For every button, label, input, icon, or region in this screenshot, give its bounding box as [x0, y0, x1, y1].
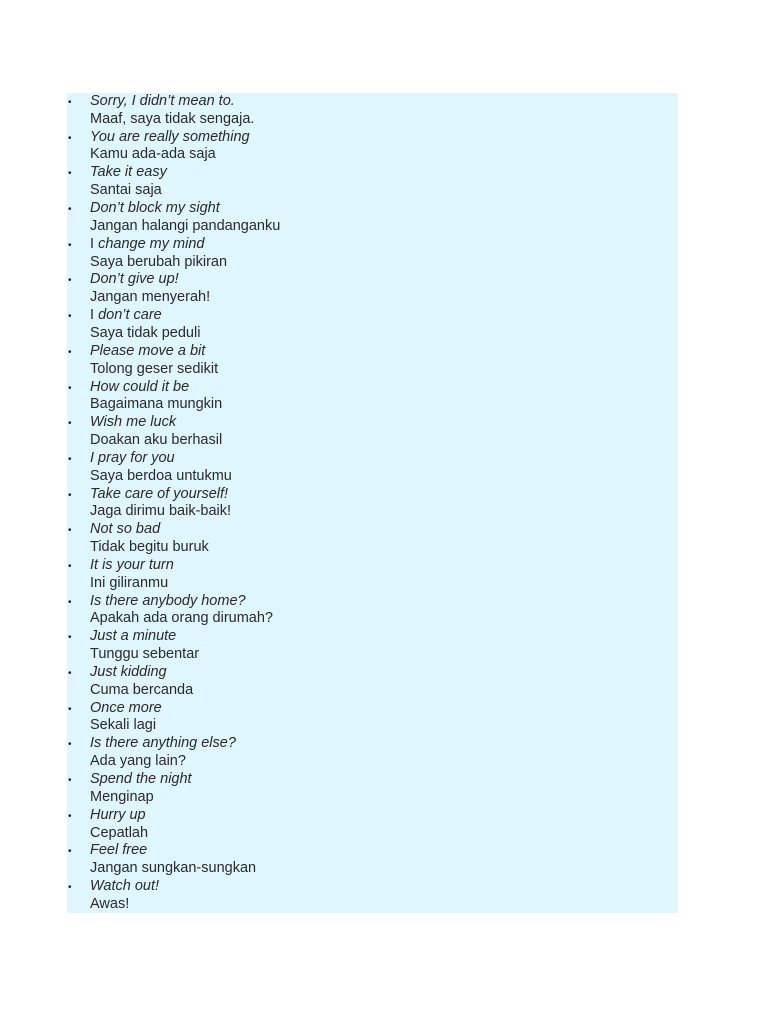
indonesian-translation: Tolong geser sedikit [90, 360, 219, 377]
english-phrase [90, 735, 678, 753]
bullet-icon: • [68, 453, 72, 465]
phrase-item [67, 93, 678, 129]
english-phrase [90, 379, 678, 397]
phrase-item [67, 593, 678, 629]
phrase-item [67, 129, 678, 165]
bullet-icon: • [68, 168, 72, 180]
english-phrase-text: don’t care [98, 307, 162, 324]
english-phrase-text: Once more [90, 699, 162, 716]
phrase-item [67, 271, 678, 307]
phrase-item [67, 236, 678, 272]
english-phrase-text: Is there anything else? [90, 735, 236, 752]
bullet-icon: • [68, 882, 72, 894]
english-phrase-text: change my mind [98, 235, 205, 252]
indonesian-translation: Awas! [90, 895, 130, 912]
indonesian-translation: Menginap [90, 788, 154, 805]
bullet-icon: • [68, 739, 72, 751]
indonesian-translation: Maaf, saya tidak sengaja. [90, 110, 255, 127]
bullet-icon: • [68, 275, 72, 287]
phrase-item [67, 664, 678, 700]
bullet-icon: • [68, 560, 72, 572]
indonesian-translation: Cepatlah [90, 824, 149, 841]
english-phrase-text: Watch out! [90, 878, 160, 895]
bullet-icon: • [68, 204, 72, 216]
english-phrase-prefix: I [90, 307, 99, 324]
bullet-icon: • [68, 311, 72, 323]
phrase-item [67, 878, 678, 914]
english-phrase-text: Not so bad [90, 521, 161, 538]
english-phrase [90, 842, 678, 860]
bullet-icon: • [68, 810, 72, 822]
phrase-item [67, 379, 678, 415]
english-phrase-text: It is your turn [90, 556, 174, 573]
indonesian-translation: Jangan menyerah! [90, 289, 211, 306]
indonesian-translation: Cuma bercanda [90, 681, 194, 698]
indonesian-translation: Saya tidak peduli [90, 324, 201, 341]
phrase-item [67, 307, 678, 343]
indonesian-translation: Sekali lagi [90, 717, 157, 734]
bullet-icon: • [68, 703, 72, 715]
bullet-icon: • [68, 596, 72, 608]
bullet-icon: • [68, 632, 72, 644]
phrase-item [67, 771, 678, 807]
phrase-item [67, 628, 678, 664]
bullet-icon: • [68, 668, 72, 679]
bullet-icon: • [68, 418, 72, 430]
english-phrase-text: Is there anybody home? [90, 592, 246, 609]
indonesian-translation: Ini giliranmu [90, 574, 169, 591]
bullet-icon: • [68, 346, 72, 358]
english-phrase-text: Don’t give up! [90, 271, 179, 288]
phrase-item [67, 486, 678, 522]
bullet-icon: • [68, 489, 72, 501]
indonesian-translation: Saya berdoa untukmu [90, 467, 232, 484]
indonesian-translation: Jaga dirimu baik-baik! [90, 503, 232, 520]
english-phrase [90, 486, 678, 504]
english-phrase-text: Just a minute [90, 628, 177, 645]
english-phrase [90, 807, 678, 825]
english-phrase [90, 414, 678, 432]
phrase-item [67, 807, 678, 843]
bullet-icon: • [68, 97, 72, 108]
english-phrase [90, 307, 678, 325]
english-phrase-text: Take it easy [90, 164, 167, 181]
bullet-icon: • [68, 525, 72, 537]
english-phrase-text: How could it be [90, 378, 190, 395]
english-phrase-text: Hurry up [90, 806, 146, 823]
bullet-icon: • [68, 132, 72, 144]
phrase-item [67, 164, 678, 200]
phrase-item [67, 700, 678, 736]
english-phrase [90, 343, 678, 361]
english-phrase [90, 236, 678, 254]
phrase-item [67, 414, 678, 450]
english-phrase [90, 700, 678, 718]
indonesian-translation: Bagaimana mungkin [90, 396, 223, 413]
english-phrase-text: You are really something [90, 128, 250, 145]
english-phrase-text: Please move a bit [90, 342, 206, 359]
english-phrase [90, 521, 678, 539]
english-phrase [90, 271, 678, 289]
phrase-item [67, 521, 678, 557]
phrase-item [67, 450, 678, 486]
english-phrase [90, 664, 678, 682]
indonesian-translation: Jangan sungkan-sungkan [90, 860, 257, 877]
bullet-icon: • [68, 382, 72, 394]
bullet-icon: • [68, 846, 72, 858]
english-phrase-text: Sorry, I didn’t mean to. [90, 93, 235, 109]
english-phrase-text: Spend the night [90, 771, 192, 788]
phrase-item [67, 200, 678, 236]
bullet-icon: • [68, 775, 72, 787]
english-phrase [90, 200, 678, 218]
english-phrase [90, 593, 678, 611]
indonesian-translation: Tidak begitu buruk [90, 539, 209, 556]
indonesian-translation: Ada yang lain? [90, 753, 186, 770]
phrase-item [67, 343, 678, 379]
phrase-item [67, 735, 678, 771]
english-phrase-text: Feel free [90, 842, 148, 859]
indonesian-translation: Tunggu sebentar [90, 646, 200, 663]
english-phrase-text: Wish me luck [90, 414, 177, 431]
english-phrase [90, 771, 678, 789]
bullet-icon: • [68, 239, 72, 251]
indonesian-translation: Santai saja [90, 182, 162, 199]
english-phrase-prefix: I [90, 235, 99, 252]
indonesian-translation: Jangan halangi pandanganku [90, 217, 281, 234]
indonesian-translation: Kamu ada-ada saja [90, 146, 216, 163]
english-phrase-text: Don’t block my sight [90, 200, 220, 217]
english-phrase-text: Just kidding [90, 664, 167, 680]
english-phrase [90, 93, 678, 111]
indonesian-translation: Saya berubah pikiran [90, 253, 228, 270]
phrase-panel [67, 93, 678, 913]
indonesian-translation: Doakan aku berhasil [90, 431, 223, 448]
english-phrase [90, 450, 678, 468]
english-phrase [90, 628, 678, 646]
phrase-item [67, 557, 678, 593]
english-phrase-text: Take care of yourself! [90, 485, 229, 502]
indonesian-translation: Apakah ada orang dirumah? [90, 610, 273, 627]
english-phrase [90, 557, 678, 575]
english-phrase-text: I pray for you [90, 449, 175, 466]
english-phrase [90, 878, 678, 896]
english-phrase [90, 129, 678, 147]
phrase-list [67, 93, 678, 914]
english-phrase [90, 164, 678, 182]
phrase-item [67, 842, 678, 878]
